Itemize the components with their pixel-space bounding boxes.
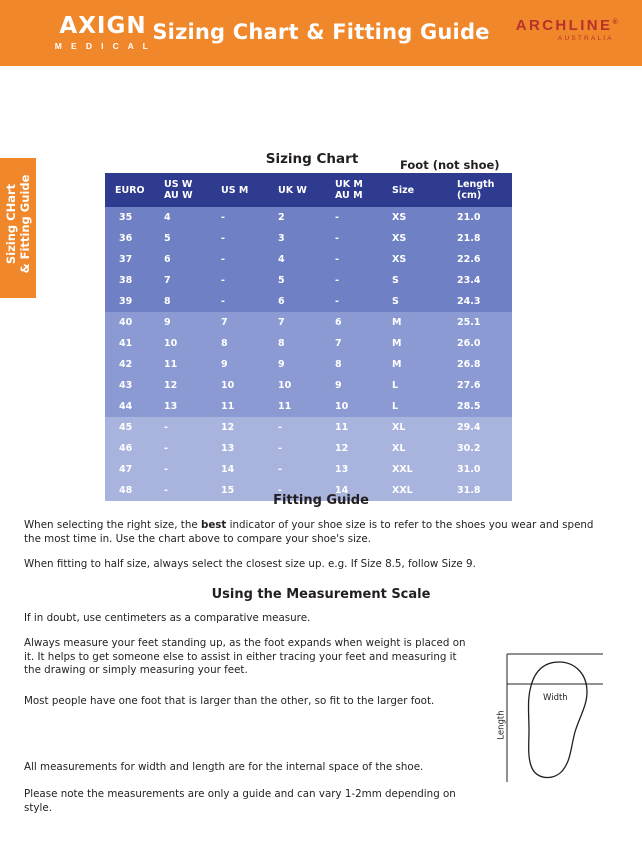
cell-uk-women: 11 xyxy=(268,396,325,417)
cell-us-men: 8 xyxy=(211,333,268,354)
cell-uk-men: - xyxy=(325,270,382,291)
measurement-paragraph-3: Most people have one foot that is larger than the other, so fit to the larger foot. xyxy=(24,695,435,707)
cell-euro: 47 xyxy=(105,459,154,480)
table-row xyxy=(105,333,512,354)
cell-us-women: 9 xyxy=(154,312,211,333)
cell-us-women: 4 xyxy=(154,207,211,228)
sizing-chart-body xyxy=(105,207,512,501)
cell-uk-women: - xyxy=(268,438,325,459)
column-header-length: Length (cm) xyxy=(445,173,512,207)
cell-uk-men: 12 xyxy=(325,438,382,459)
cell-size: M xyxy=(382,354,445,375)
cell-euro: 37 xyxy=(105,249,154,270)
column-header-euro: EURO xyxy=(105,173,154,207)
cell-uk-men: 13 xyxy=(325,459,382,480)
cell-euro: 38 xyxy=(105,270,154,291)
foot-outline-icon xyxy=(495,648,615,788)
cell-us-men: 12 xyxy=(211,417,268,438)
cell-length: 29.4 xyxy=(445,417,512,438)
cell-uk-women: 5 xyxy=(268,270,325,291)
cell-us-men: - xyxy=(211,207,268,228)
table-header-row xyxy=(105,173,512,207)
cell-euro: 39 xyxy=(105,291,154,312)
cell-us-men: 13 xyxy=(211,438,268,459)
cell-length: 26.8 xyxy=(445,354,512,375)
cell-uk-men: 8 xyxy=(325,354,382,375)
cell-size: M xyxy=(382,333,445,354)
cell-us-men: - xyxy=(211,270,268,291)
cell-length: 30.2 xyxy=(445,438,512,459)
cell-length: 21.0 xyxy=(445,207,512,228)
cell-size: L xyxy=(382,396,445,417)
cell-uk-women: - xyxy=(268,459,325,480)
archline-brand-name: ARCHLINE® xyxy=(515,17,620,34)
cell-euro: 45 xyxy=(105,417,154,438)
fitting-guide-paragraph-1 xyxy=(24,519,599,546)
page-header xyxy=(0,0,642,66)
cell-us-women: 11 xyxy=(154,354,211,375)
measurement-paragraph-4: All measurements for width and length are for the internal space of the shoe. xyxy=(24,761,424,773)
cell-uk-women: 8 xyxy=(268,333,325,354)
cell-uk-men: 9 xyxy=(325,375,382,396)
cell-size: XXL xyxy=(382,459,445,480)
page-title: Sizing Chart & Fitting Guide xyxy=(152,20,490,44)
cell-size: M xyxy=(382,312,445,333)
table-row xyxy=(105,312,512,333)
table-row xyxy=(105,249,512,270)
cell-us-men: - xyxy=(211,291,268,312)
table-row xyxy=(105,396,512,417)
cell-uk-women: - xyxy=(268,417,325,438)
cell-us-women: - xyxy=(154,459,211,480)
table-row xyxy=(105,207,512,228)
cell-us-women: - xyxy=(154,438,211,459)
cell-euro: 40 xyxy=(105,312,154,333)
sizing-chart-table xyxy=(105,173,512,501)
column-header-us-men: US M xyxy=(211,173,268,207)
cell-size: S xyxy=(382,291,445,312)
cell-uk-men: 7 xyxy=(325,333,382,354)
column-header-size: Size xyxy=(382,173,445,207)
cell-uk-men: - xyxy=(325,291,382,312)
cell-uk-women: 6 xyxy=(268,291,325,312)
cell-euro: 43 xyxy=(105,375,154,396)
cell-us-men: 7 xyxy=(211,312,268,333)
column-header-uk-men: UK M AU M xyxy=(325,173,382,207)
cell-us-women: 8 xyxy=(154,291,211,312)
cell-length: 22.6 xyxy=(445,249,512,270)
measurement-scale-heading: Using the Measurement Scale xyxy=(211,587,431,602)
cell-length: 26.0 xyxy=(445,333,512,354)
cell-length: 21.8 xyxy=(445,228,512,249)
foot-not-shoe-note: Foot (not shoe) xyxy=(400,158,500,172)
cell-uk-men: 11 xyxy=(325,417,382,438)
fitting-p1-emphasis: best xyxy=(200,519,227,531)
cell-us-men: 15 xyxy=(211,480,268,501)
cell-euro: 42 xyxy=(105,354,154,375)
column-header-uk-women: UK W xyxy=(268,173,325,207)
cell-uk-men: - xyxy=(325,228,382,249)
cell-length: 31.0 xyxy=(445,459,512,480)
cell-us-women: 7 xyxy=(154,270,211,291)
measurement-paragraph-2: Always measure your feet standing up, as the foot expands when weight is placed on it. It helps to get someone else to assist in either tracing your feet and measuring it the drawing or simply measuring your feet. xyxy=(24,637,466,676)
cell-uk-women: - xyxy=(268,480,325,501)
archline-brand-sub: AUSTRALIA xyxy=(557,35,614,42)
fitting-p1-part-c: indicator of your shoe size is to refer to the shoes you wear and spend the most time in. Use the chart above to compare your shoe's size. xyxy=(24,519,594,545)
cell-size: XS xyxy=(382,249,445,270)
cell-euro: 36 xyxy=(105,228,154,249)
cell-uk-women: 9 xyxy=(268,354,325,375)
cell-length: 27.6 xyxy=(445,375,512,396)
table-row xyxy=(105,375,512,396)
cell-length: 31.8 xyxy=(445,480,512,501)
cell-euro: 35 xyxy=(105,207,154,228)
table-row xyxy=(105,417,512,438)
cell-us-women: 5 xyxy=(154,228,211,249)
table-row xyxy=(105,459,512,480)
cell-uk-men: - xyxy=(325,249,382,270)
cell-euro: 44 xyxy=(105,396,154,417)
cell-us-men: 11 xyxy=(211,396,268,417)
side-tab-line-2: & Fitting Guide xyxy=(18,174,32,274)
cell-size: XXL xyxy=(382,480,445,501)
registered-trademark-icon: ® xyxy=(612,19,620,26)
side-tab-label xyxy=(4,154,32,294)
table-row xyxy=(105,291,512,312)
cell-length: 24.3 xyxy=(445,291,512,312)
table-row xyxy=(105,270,512,291)
cell-uk-men: 10 xyxy=(325,396,382,417)
archline-logo xyxy=(516,17,620,42)
cell-uk-women: 10 xyxy=(268,375,325,396)
cell-euro: 46 xyxy=(105,438,154,459)
sizing-chart-title: Sizing Chart xyxy=(265,151,359,167)
cell-size: L xyxy=(382,375,445,396)
cell-us-women: 10 xyxy=(154,333,211,354)
cell-uk-men: - xyxy=(325,207,382,228)
cell-us-women: 6 xyxy=(154,249,211,270)
cell-uk-women: 2 xyxy=(268,207,325,228)
fitting-p1-part-a: When selecting the right size, the xyxy=(24,519,201,531)
cell-us-women: - xyxy=(154,417,211,438)
measurement-paragraph-5: Please note the measurements are only a guide and can vary 1-2mm depending on style. xyxy=(24,788,456,814)
cell-size: XS xyxy=(382,207,445,228)
cell-uk-men: 6 xyxy=(325,312,382,333)
cell-us-men: - xyxy=(211,249,268,270)
cell-uk-women: 4 xyxy=(268,249,325,270)
cell-length: 23.4 xyxy=(445,270,512,291)
fitting-guide-heading: Fitting Guide xyxy=(273,493,369,508)
cell-uk-men: 14 xyxy=(325,480,382,501)
cell-size: XS xyxy=(382,228,445,249)
diagram-width-label: Width xyxy=(543,693,568,703)
cell-uk-women: 3 xyxy=(268,228,325,249)
cell-us-men: - xyxy=(211,228,268,249)
table-row xyxy=(105,354,512,375)
fitting-guide-paragraph-2: When fitting to half size, always select the closest size up. e.g. If Size 8.5, follow Size 9. xyxy=(24,558,476,570)
cell-us-men: 10 xyxy=(211,375,268,396)
cell-size: XL xyxy=(382,438,445,459)
diagram-length-label: Length xyxy=(496,710,507,740)
table-row xyxy=(105,228,512,249)
foot-measurement-diagram xyxy=(495,648,615,788)
cell-us-women: 13 xyxy=(154,396,211,417)
cell-size: S xyxy=(382,270,445,291)
axign-brand-name: AXIGN xyxy=(59,13,147,39)
cell-us-men: 9 xyxy=(211,354,268,375)
cell-euro: 48 xyxy=(105,480,154,501)
measurement-paragraph-1: If in doubt, use centimeters as a comparative measure. xyxy=(24,612,311,624)
cell-us-women: - xyxy=(154,480,211,501)
cell-length: 25.1 xyxy=(445,312,512,333)
cell-uk-women: 7 xyxy=(268,312,325,333)
table-row xyxy=(105,438,512,459)
axign-brand-sub: M E D I C A L xyxy=(54,41,152,51)
cell-euro: 41 xyxy=(105,333,154,354)
cell-us-men: 14 xyxy=(211,459,268,480)
cell-us-women: 12 xyxy=(154,375,211,396)
side-tab xyxy=(0,158,36,298)
column-header-us-women: US W AU W xyxy=(154,173,211,207)
side-tab-line-1: Sizing CHart xyxy=(4,183,18,265)
cell-length: 28.5 xyxy=(445,396,512,417)
cell-size: XL xyxy=(382,417,445,438)
